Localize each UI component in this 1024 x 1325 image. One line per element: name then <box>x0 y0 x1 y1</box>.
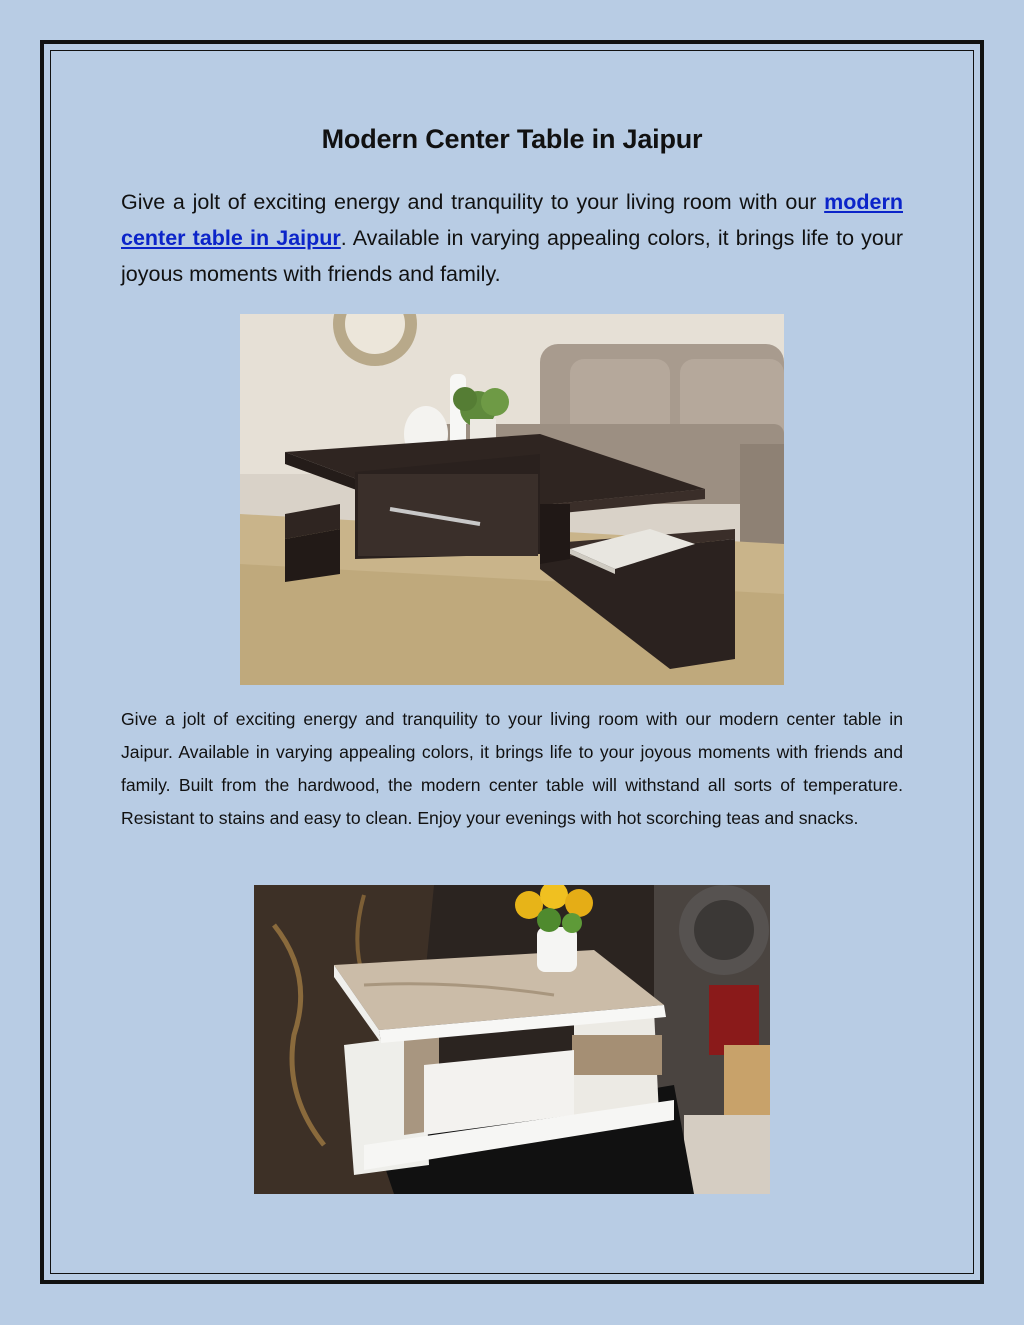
body-paragraph: Give a jolt of exciting energy and tranquility to your living room with our modern center table in Jaipur. Available in varying appealing colors, it brings life to your joyous moments with friends and family. Built from the hardwood, the modern center table will withstand all sorts of temperature. Resistant to stains and easy to clean. Enjoy your evenings with hot scorching teas and snacks. <box>121 709 903 828</box>
intro-paragraph <box>121 184 903 292</box>
dark-wood-center-table-photo <box>240 314 784 685</box>
center-table-link[interactable]: modern center table in Jaipur <box>121 190 903 250</box>
intro-text-before: Give a jolt of exciting energy and tranquility to your living room with our <box>121 190 825 214</box>
page-title: Modern Center Table in Jaipur <box>321 124 703 154</box>
intro-text-after: . Available in varying appealing colors, it brings life to your joyous moments with friends and family. <box>121 226 903 286</box>
marble-top-white-center-table-photo <box>254 885 770 1194</box>
